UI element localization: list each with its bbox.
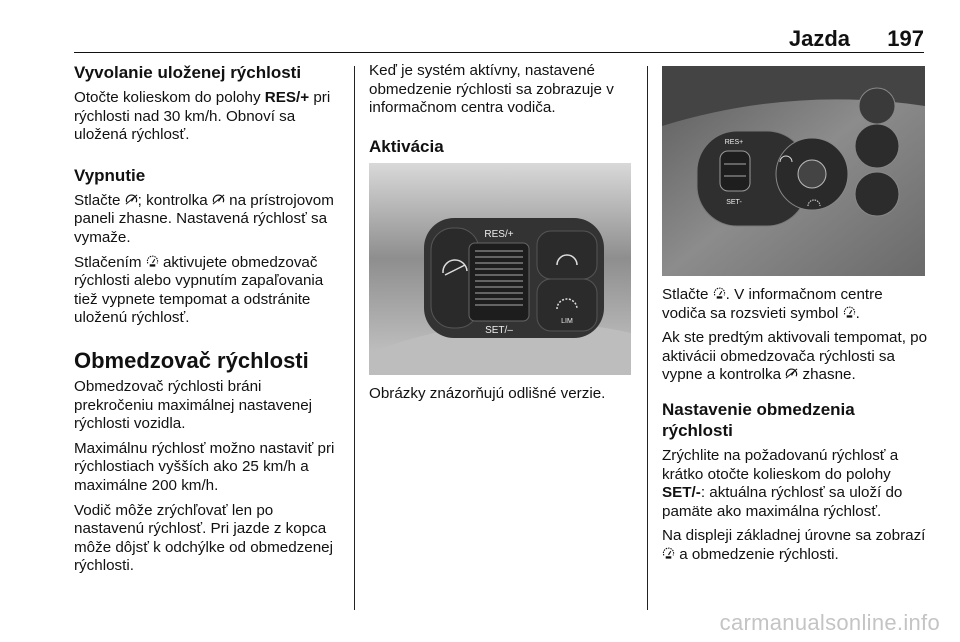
res-plus-label: RES/+ <box>484 228 514 240</box>
paragraph-limiter-3: Vodič môže zrýchľovať len po nastavenú rýchlosť. Pri jazde z kopca môže dôjsť k odchýlke od obmedzenej rýchlosti. <box>74 501 333 575</box>
res-plus-label: RES+ <box>724 139 744 146</box>
column-divider <box>647 66 648 610</box>
paragraph-switch-off-2: Stlačením aktivujete obmedzovač rýchlosti alebo vypnutím zapaľovania tiež vypnete tempomat a odstránite uloženú rýchlosť. <box>74 253 324 327</box>
speed-limiter-icon <box>146 255 159 268</box>
column-right <box>662 62 928 571</box>
cruise-control-icon <box>785 367 798 380</box>
heading-switch-off: Vypnutie <box>74 165 146 185</box>
speed-limiter-icon <box>662 547 675 560</box>
column-left <box>74 62 342 582</box>
cruise-control-icon <box>212 193 225 206</box>
res-label: RES/+ <box>264 89 310 106</box>
steering-wheel-controls-figure <box>369 163 631 375</box>
column-middle <box>369 62 637 409</box>
figure-caption: Obrázky znázorňujú odlišné verzie. <box>369 384 606 402</box>
page-header <box>74 26 924 54</box>
heading-activation: Aktivácia <box>369 136 444 156</box>
column-divider <box>354 66 355 610</box>
chapter-title: Jazda <box>788 26 850 51</box>
header-divider <box>74 52 924 53</box>
set-label: SET/- <box>662 484 701 502</box>
paragraph-switch-off: Stlačte ; kontrolka na prístrojovom paneli zhasne. Nastavená rýchlosť sa vymaže. <box>74 191 334 246</box>
paragraph-activate: Stlačte . V informačnom centre vodiča sa rozsvieti symbol . <box>662 286 883 322</box>
speed-limiter-icon <box>843 306 856 319</box>
paragraph-cruise-off: Ak ste predtým aktivovali tempomat, po aktivácii obmedzovača rýchlosti sa vypne a kontrolka zhasne. <box>662 329 928 384</box>
watermark: carmanualsonline.info <box>719 610 940 635</box>
page-number: 197 <box>887 26 924 51</box>
steering-wheel-controls-figure-alt <box>662 66 925 276</box>
paragraph-recall: Otočte kolieskom do polohy RES/+ pri rýchlosti nad 30 km/h. Obnoví sa uložená rýchlosť. <box>74 89 331 144</box>
heading-recall-speed: Vyvolanie uloženej rýchlosti <box>74 63 302 82</box>
lim-label: LIM <box>561 317 573 325</box>
speed-limiter-icon <box>713 287 726 300</box>
cruise-control-icon <box>125 193 138 206</box>
heading-speed-limiter: Obmedzovač rýchlosti <box>74 347 309 373</box>
paragraph-display: Na displeji základnej úrovne sa zobrazí a obmedzenie rýchlosti. <box>662 527 926 563</box>
set-minus-label: SET- <box>726 199 742 206</box>
paragraph-limiter-2: Maximálnu rýchlosť možno nastaviť pri rýchlostiach vyšších ako 25 km/h a maximálne 200 km/h. <box>74 439 335 494</box>
paragraph-intro: Keď je systém aktívny, nastavené obmedzenie rýchlosti sa zobrazuje v informačnom centra vodiča. <box>369 62 614 117</box>
set-minus-label: SET/– <box>485 324 513 336</box>
heading-speed-limit-setting: Nastavenie obmedzenia rýchlosti <box>662 399 855 440</box>
paragraph-set-limit: Zrýchlite na požadovanú rýchlosť a krátko otočte kolieskom do polohy SET/-: aktuálna rýchlosť sa uloží do pamäte ako maximálna rýchlosť. <box>662 446 903 520</box>
paragraph-limiter-1: Obmedzovač rýchlosti bráni prekročeniu maximálnej nastavenej rýchlosti vozidla. <box>74 377 313 433</box>
